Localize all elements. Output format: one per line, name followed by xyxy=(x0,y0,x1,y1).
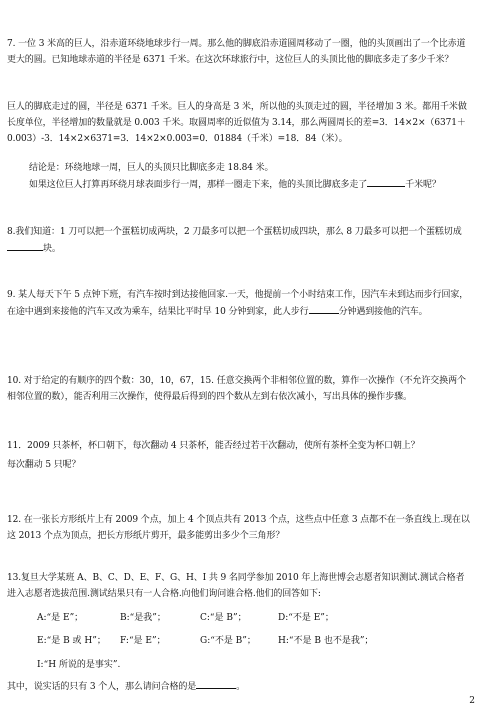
answer-e: E:“是 B 或 H”； xyxy=(37,636,106,646)
q7-conclusion: 结论是：环绕地球一周，巨人的头顶只比脚底多走 18.84 米。 xyxy=(29,163,274,173)
q13-closing-text: 其中，说实话的只有 3 个人，那么请问合格的是 xyxy=(7,682,197,692)
answer-i: I:“H 所说的是事实”. xyxy=(37,660,121,670)
q8-text-end: 块。 xyxy=(43,244,61,254)
q9-text-end: 分钟遇到接他的汽车。 xyxy=(338,307,428,317)
q9-text-body: 9. 某人每天下午 5 点钟下班，有汽车按时到达接他回家.一天，他提前一个小时结束工作，因汽车未到达而步行回家，在途中遇到来接他的汽车又改为乘车，结果比平时早 10 分钟到家，此人步行 xyxy=(7,290,469,317)
q8-text xyxy=(7,224,473,257)
answer-h: H:“不是 B 也不是我”； xyxy=(278,636,374,646)
q7-answer-blank[interactable] xyxy=(367,176,405,187)
page-number: 2 xyxy=(469,696,475,706)
q11-line2: 每次翻动 5 只呢？ xyxy=(7,460,81,470)
answer-g: G:“不是 B”； xyxy=(200,636,256,646)
answer-f: F:“是 E”； xyxy=(120,636,166,646)
q12-text: 12. 在一张长方形纸片上有 2009 个点，加上 4 个顶点共有 2013 个点，这些点中任意 3 点都不在一条直线上.现在以这 2013 个点为顶点，把长方形纸片剪开，最多能剪出多少个三角形？ xyxy=(7,515,470,541)
q7-solution: 巨人的脚底走过的圆，半径是 6371 千米。巨人的身高是 3 米，所以他的头顶走过的圆，半径增加 3 米。都用千米做长度单位，半径增加的数量就是 0.003 千米。取圆周率的近似值为 3.14，那么两圆周长的差=3．14×2×（6371＋0.003）-3．14×2×6371=3．14×2×0.003=0．01884（千米）=18．84（米）。 xyxy=(7,102,467,144)
q13-answer-blank[interactable] xyxy=(196,678,236,689)
answer-c: C:“是 B”； xyxy=(200,613,247,623)
q11-line1: 11．2009 只茶杯，杯口朝下，每次翻动 4 只茶杯，能否经过若干次翻动，使所有茶杯全变为杯口朝上？ xyxy=(7,441,420,451)
q8-text-body: 8.我们知道：1 刀可以把一个蛋糕切成两块，2 刀最多可以把一个蛋糕切成四块，那么 8 刀最多可以把一个蛋糕切成 xyxy=(7,227,462,237)
q8-answer-blank[interactable] xyxy=(7,240,43,251)
answer-d: D:“不是 E”； xyxy=(278,613,334,623)
q9-answer-blank[interactable] xyxy=(309,303,339,314)
answer-b: B:“是我”； xyxy=(120,613,166,623)
q13-closing-end: 。 xyxy=(236,682,246,692)
q7-followup-unit: 千米呢？ xyxy=(405,180,441,190)
q10-text: 10. 对于给定的有顺序的四个数：30，10，67，15. 任意交换两个非相邻位置的数，算作一次操作（不允许交换两个相邻位置的数），能否利用三次操作，使得最后得到的四个数从左到右依次减小，写出具体的操作步骤。 xyxy=(7,376,466,402)
q7-followup-text: 如果这位巨人打算再环绕月球表面步行一周，那样一圈走下来，他的头顶比脚底多走了 xyxy=(29,180,368,190)
q13-closing xyxy=(7,678,473,695)
answer-a: A:“是 E”； xyxy=(37,613,84,623)
q7-followup xyxy=(7,176,473,193)
q13-text: 13.复旦大学某班 A、B、C、D、E、F、G、H、I 共 9 名同学参加 2010 年上海世博会志愿者知识测试.测试合格者进入志愿者选拔范围.测试结果只有一人合格.向他们询问谁合格.他们的回答如下: xyxy=(7,573,465,599)
q7-text: 7. 一位 3 米高的巨人，沿赤道环绕地球步行一周。那么他的脚底沿赤道圆周移动了一圈，他的头顶画出了一个比赤道更大的圆。已知地球赤道的半径是 6371 千米。在这次环球旅行中，这位巨人的头顶比他的脚底多走了多少千米？ xyxy=(7,39,466,65)
q9-text xyxy=(7,287,473,320)
